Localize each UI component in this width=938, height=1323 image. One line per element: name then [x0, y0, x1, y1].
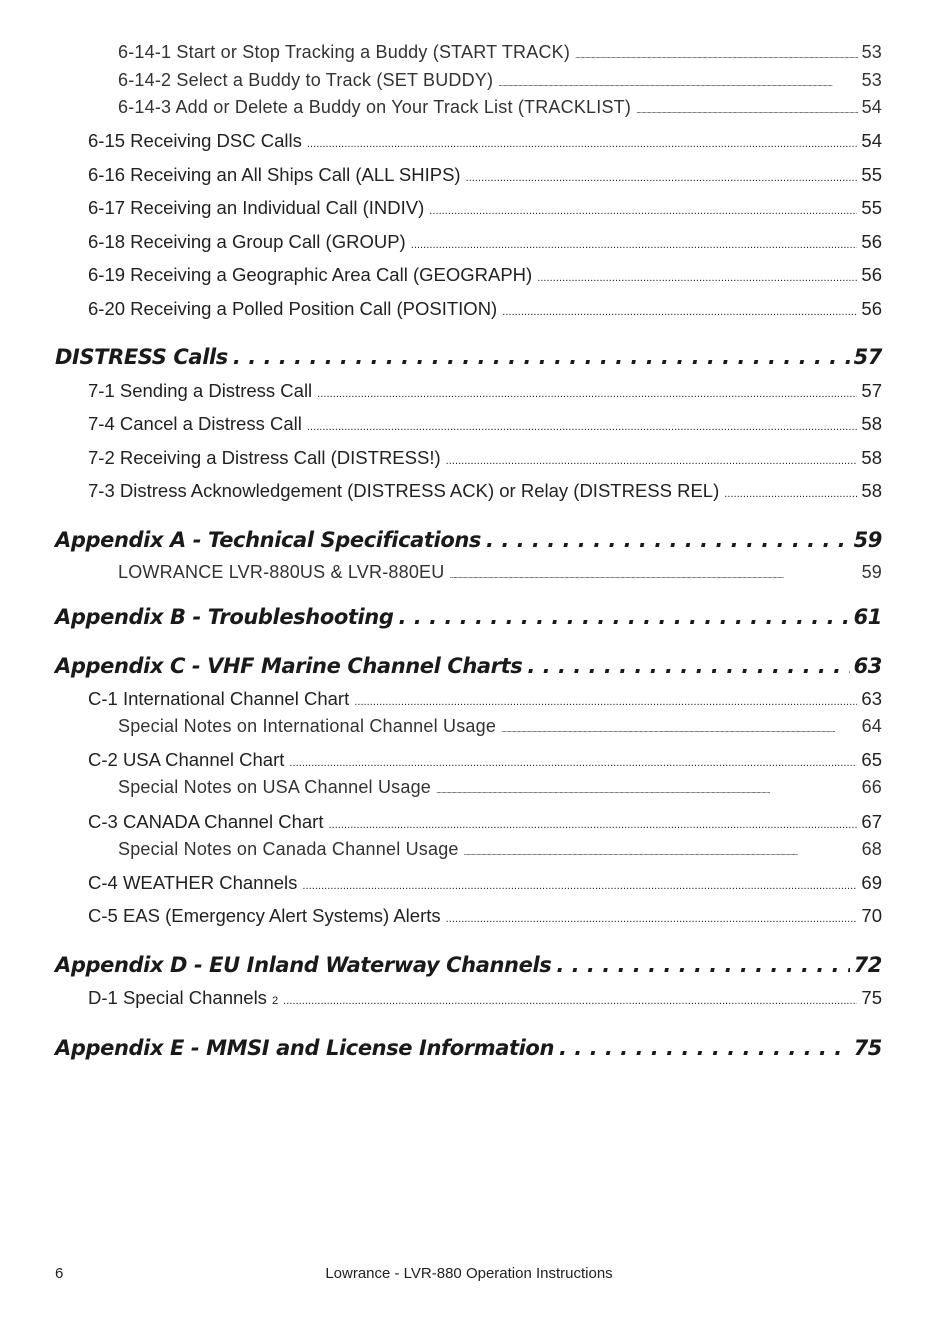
toc-entry[interactable]: [88, 447, 882, 469]
toc-entry[interactable]: [88, 231, 882, 253]
toc-entry-title: 6-14-3 Add or Delete a Buddy on Your Track List (TRACKLIST): [118, 97, 632, 117]
toc-entry-page: 56: [861, 264, 882, 285]
toc-entry-title: 6-14-2 Select a Buddy to Track (SET BUDDY): [118, 70, 494, 90]
toc-entry[interactable]: [118, 716, 882, 737]
toc-entry[interactable]: [55, 654, 882, 678]
toc-entry-title: LOWRANCE LVR-880US & LVR-880EU: [118, 562, 445, 582]
toc-entry-page: 67: [861, 811, 882, 832]
toc-entry-page: 63: [853, 654, 882, 678]
toc-entry-page: 56: [861, 298, 882, 319]
toc-entry-page: 70: [861, 905, 882, 926]
toc-dot-leader: [399, 605, 850, 629]
toc-entry-page: 75: [861, 987, 882, 1008]
toc-entry-title: 6-17 Receiving an Individual Call (INDIV): [88, 197, 425, 218]
footer-title: Lowrance - LVR-880 Operation Instructions: [325, 1265, 613, 1282]
toc-entry-title: Appendix C - VHF Marine Channel Charts: [55, 654, 523, 678]
toc-dot-leader: [302, 872, 857, 894]
toc-entry-page: 55: [861, 164, 882, 185]
toc-entry-page: 58: [861, 413, 882, 434]
toc-entry[interactable]: [88, 688, 882, 710]
toc-dot-leader: [486, 528, 850, 552]
toc-dot-leader: [233, 345, 850, 369]
toc-dot-leader: [537, 264, 857, 286]
toc-entry-page: 54: [861, 97, 882, 117]
toc-entry-title: Special Notes on USA Channel Usage: [118, 777, 431, 797]
toc-entry-page: 54: [861, 130, 882, 151]
toc-dot-leader: [307, 130, 858, 152]
toc-entry[interactable]: [88, 987, 882, 1009]
toc-entry[interactable]: [118, 70, 882, 91]
toc-entry-page: 75: [853, 1036, 882, 1060]
toc-dot-leader: [289, 749, 857, 771]
toc-dot-leader: [354, 688, 857, 710]
toc-entry-page: 72: [853, 953, 882, 977]
toc-entry[interactable]: [118, 562, 882, 583]
toc-entry[interactable]: [88, 905, 882, 927]
toc-entry-title: 6-16 Receiving an All Ships Call (ALL SHIPS): [88, 164, 461, 185]
toc-entry-title: C-3 CANADA Channel Chart: [88, 811, 324, 832]
toc-entry[interactable]: [55, 605, 882, 629]
toc-entry-page: 58: [861, 447, 882, 468]
toc-entry-title: Appendix A - Technical Specifications: [55, 528, 482, 552]
toc-dot-leader: [429, 197, 857, 219]
toc-entry[interactable]: [55, 528, 882, 552]
toc-entry[interactable]: [88, 749, 882, 771]
toc-entry-page: 61: [853, 605, 882, 629]
toc-entry[interactable]: [55, 345, 882, 369]
toc-entry-title: 6-15 Receiving DSC Calls: [88, 130, 302, 151]
toc-entry-title: DISTRESS Calls: [55, 345, 228, 369]
toc-dot-leader: [559, 1036, 850, 1060]
toc-entry[interactable]: [118, 97, 882, 118]
toc-dot-leader: [464, 839, 858, 860]
toc-entry-title: Special Notes on Canada Channel Usage: [118, 839, 459, 859]
toc-entry-title: 6-14-1 Start or Stop Tracking a Buddy (START TRACK): [118, 42, 571, 62]
toc-entry[interactable]: [88, 130, 882, 152]
toc-dot-leader: [328, 811, 857, 833]
toc-entry[interactable]: [88, 164, 882, 186]
footer-page-number: 6: [55, 1265, 64, 1282]
toc-entry[interactable]: [88, 197, 882, 219]
toc-entry-page: 59: [853, 528, 882, 552]
toc-entry-page: 56: [861, 231, 882, 252]
toc-entry[interactable]: [55, 1036, 882, 1060]
toc-entry-page: 69: [861, 872, 882, 893]
toc-entry[interactable]: [88, 264, 882, 286]
toc-entry-title: 6-19 Receiving a Geographic Area Call (GEOGRAPH): [88, 264, 533, 285]
toc-entry-superscript: 2: [271, 995, 279, 1007]
toc-dot-leader: [436, 777, 858, 798]
toc-entry[interactable]: [118, 777, 882, 798]
toc-entry-title: 7-4 Cancel a Distress Call: [88, 413, 302, 434]
toc-entry-title: Appendix B - Troubleshooting: [55, 605, 394, 629]
toc-entry-title: Appendix D - EU Inland Waterway Channels: [55, 953, 552, 977]
toc-entry[interactable]: [88, 811, 882, 833]
toc-entry-page: 68: [861, 839, 882, 859]
toc-entry-title: C-5 EAS (Emergency Alert Systems) Alerts: [88, 905, 441, 926]
toc-entry-title: D-1 Special Channels: [88, 987, 267, 1008]
toc-dot-leader: [502, 298, 857, 320]
toc-dot-leader: [307, 413, 858, 435]
toc-dot-leader: [556, 953, 849, 977]
toc-dot-leader: [501, 716, 858, 737]
toc-entry-title: 7-3 Distress Acknowledgement (DISTRESS ACK) or Relay (DISTRESS REL): [88, 480, 720, 501]
toc-entry-page: 63: [861, 688, 882, 709]
toc-entry-page: 59: [861, 562, 882, 582]
toc-dot-leader: [466, 164, 858, 186]
toc-entry-page: 57: [861, 380, 882, 401]
toc-entry-title: 7-2 Receiving a Distress Call (DISTRESS!): [88, 447, 441, 468]
toc-entry-title: 6-20 Receiving a Polled Position Call (POSITION): [88, 298, 498, 319]
toc-entry[interactable]: [88, 298, 882, 320]
toc-entry-title: Appendix E - MMSI and License Information: [55, 1036, 555, 1060]
toc-entry-page: 53: [861, 70, 882, 90]
toc-entry[interactable]: [88, 380, 882, 402]
toc-dot-leader: [317, 380, 857, 402]
toc-entry-title: 7-1 Sending a Distress Call: [88, 380, 313, 401]
toc-entry-page: 64: [861, 716, 882, 736]
toc-dot-leader: [411, 231, 858, 253]
toc-dot-leader: [449, 562, 857, 583]
toc-dot-leader: [527, 654, 849, 678]
toc-entry-title: Special Notes on International Channel Usage: [118, 716, 497, 736]
toc-entry-page: 55: [861, 197, 882, 218]
toc-entry[interactable]: [55, 953, 882, 977]
toc-entry-page: 53: [861, 42, 882, 62]
toc-entry-title: C-1 International Channel Chart: [88, 688, 350, 709]
toc-entry-page: 65: [861, 749, 882, 770]
toc-dot-leader: [575, 42, 858, 63]
toc-entry[interactable]: [118, 839, 882, 860]
toc-entry-title: C-2 USA Channel Chart: [88, 749, 285, 770]
toc-dot-leader: [283, 987, 857, 1009]
toc-dot-leader: [498, 70, 857, 91]
toc-entry[interactable]: [88, 413, 882, 435]
toc-entry-page: 58: [861, 480, 882, 501]
toc-dot-leader: [636, 97, 858, 118]
toc-entry[interactable]: [88, 872, 882, 894]
toc-entry-title: C-4 WEATHER Channels: [88, 872, 298, 893]
toc-dot-leader: [446, 447, 858, 469]
toc-entry-title: 6-18 Receiving a Group Call (GROUP): [88, 231, 406, 252]
toc-dot-leader: [724, 480, 857, 502]
toc-entry-page: 66: [861, 777, 882, 797]
toc-entry[interactable]: [118, 42, 882, 63]
toc-entry-page: 57: [853, 345, 882, 369]
toc-entry[interactable]: [88, 480, 882, 502]
toc-dot-leader: [446, 905, 858, 927]
